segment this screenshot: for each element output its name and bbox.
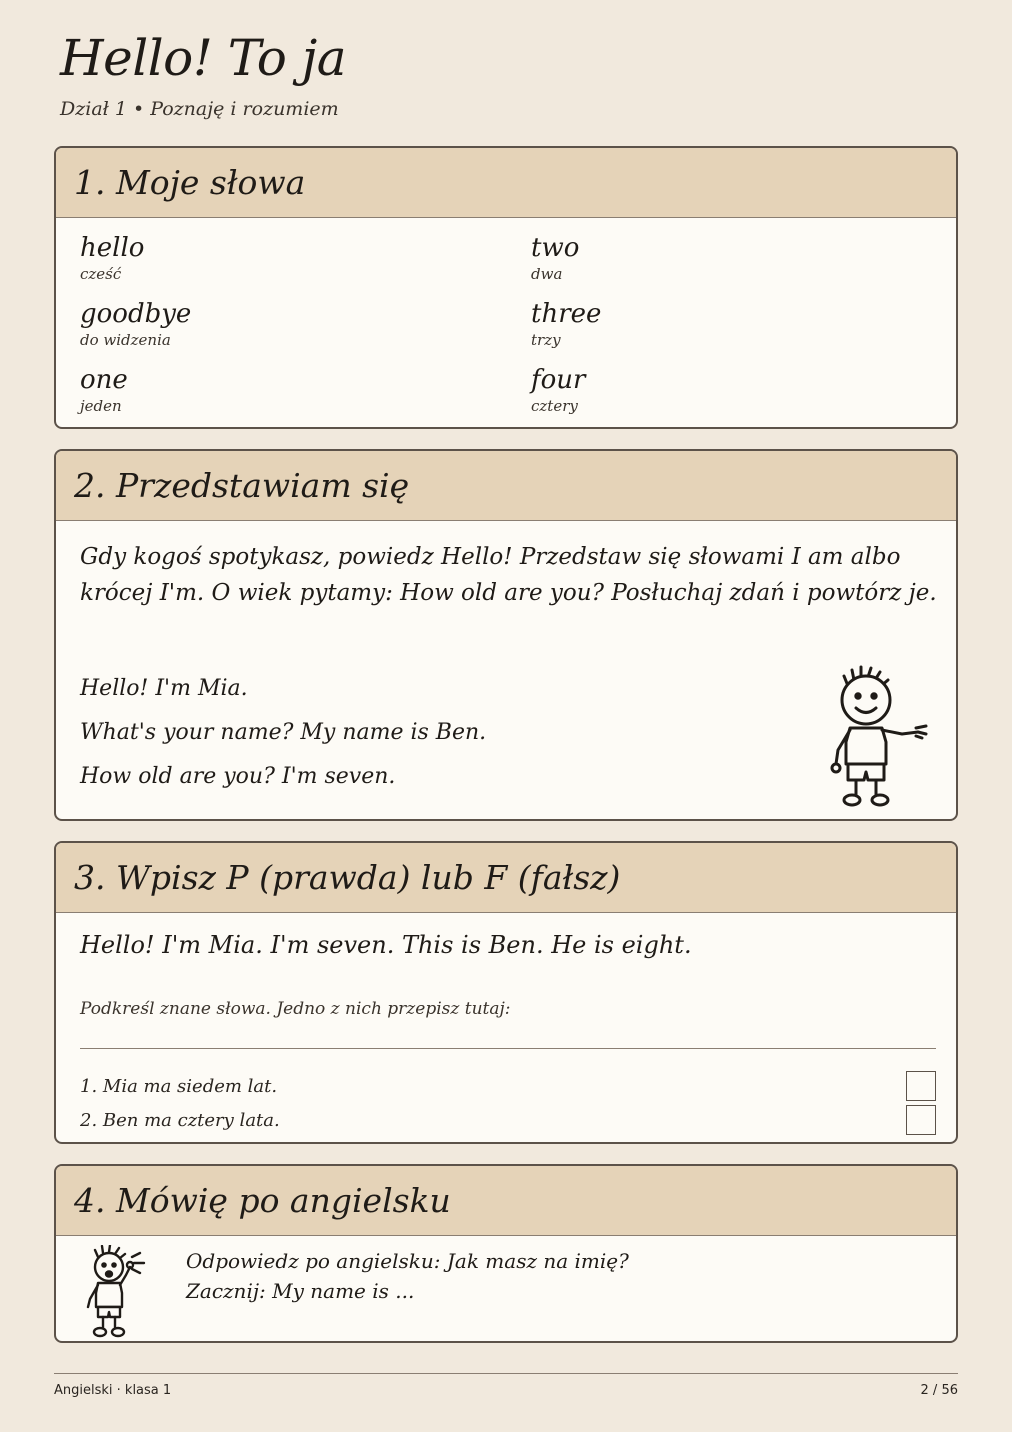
vocabulary-grid	[80, 232, 932, 426]
page-title: Hello! To ja	[60, 29, 347, 87]
vocab-translation: dwa	[531, 265, 563, 283]
dialogue-line: What's your name? My name is Ben.	[80, 720, 487, 745]
pointing-boy-illustration	[826, 664, 930, 812]
speaking-boy-illustration	[84, 1245, 156, 1339]
vocab-item	[80, 364, 531, 426]
vocab-item	[80, 232, 531, 294]
dialogue-line: How old are you? I'm seven.	[80, 764, 396, 789]
page-subtitle: Dział 1 • Poznaję i rozumiem	[60, 98, 339, 120]
section-vocabulary	[54, 146, 958, 429]
vocab-word: goodbye	[80, 299, 192, 329]
section-true-false	[54, 841, 958, 1144]
vocab-word: three	[531, 299, 602, 329]
vocab-word: one	[80, 365, 128, 395]
section-title: 3. Wpisz P (prawda) lub F (fałsz)	[56, 843, 956, 913]
vocab-item	[531, 298, 931, 360]
vocab-word: hello	[80, 233, 145, 263]
vocab-translation: cześć	[80, 265, 122, 283]
footer-divider	[54, 1373, 958, 1374]
dialogue	[80, 667, 486, 799]
answer-box[interactable]	[906, 1071, 936, 1101]
vocab-word: two	[531, 233, 580, 263]
answer-box[interactable]	[906, 1105, 936, 1135]
dialogue-line: Hello! I'm Mia.	[80, 676, 248, 701]
vocab-translation: trzy	[531, 331, 561, 349]
prompt-line: Odpowiedz po angielsku: Jak masz na imię?	[186, 1249, 629, 1273]
vocab-translation: do widzenia	[80, 331, 171, 349]
prompt-line: Zacznij: My name is ...	[186, 1279, 415, 1303]
intro-text: Gdy kogoś spotykasz, powiedz Hello! Przedstaw się słowami I am albo krócej I'm. O wiek pytamy: How old are you? Posłuchaj zdań i powtórz je.	[80, 544, 937, 606]
true-false-item	[80, 1103, 936, 1137]
section-speaking	[54, 1164, 958, 1343]
vocab-item	[80, 298, 531, 360]
vocab-word: four	[531, 365, 586, 395]
footer-course: Angielski · klasa 1	[54, 1383, 172, 1398]
section-introduce	[54, 449, 958, 821]
writing-line[interactable]	[80, 1048, 936, 1049]
speaking-prompt	[186, 1246, 629, 1306]
vocab-translation: cztery	[531, 397, 578, 415]
reading-text: Hello! I'm Mia. I'm seven. This is Ben. He is eight.	[80, 931, 692, 959]
vocab-translation: jeden	[80, 397, 122, 415]
instruction-text: Podkreśl znane słowa. Jedno z nich przepisz tutaj:	[80, 999, 511, 1019]
true-false-list	[80, 1069, 936, 1137]
statement-label: 1. Mia ma siedem lat.	[80, 1075, 278, 1097]
page-number: 2 / 56	[920, 1383, 958, 1398]
section-title: 4. Mówię po angielsku	[56, 1166, 956, 1236]
section-title: 2. Przedstawiam się	[56, 451, 956, 521]
vocab-item	[531, 232, 931, 294]
statement-label: 2. Ben ma cztery lata.	[80, 1109, 280, 1131]
section-title: 1. Moje słowa	[56, 148, 956, 218]
vocab-item	[531, 364, 931, 426]
true-false-item	[80, 1069, 936, 1103]
